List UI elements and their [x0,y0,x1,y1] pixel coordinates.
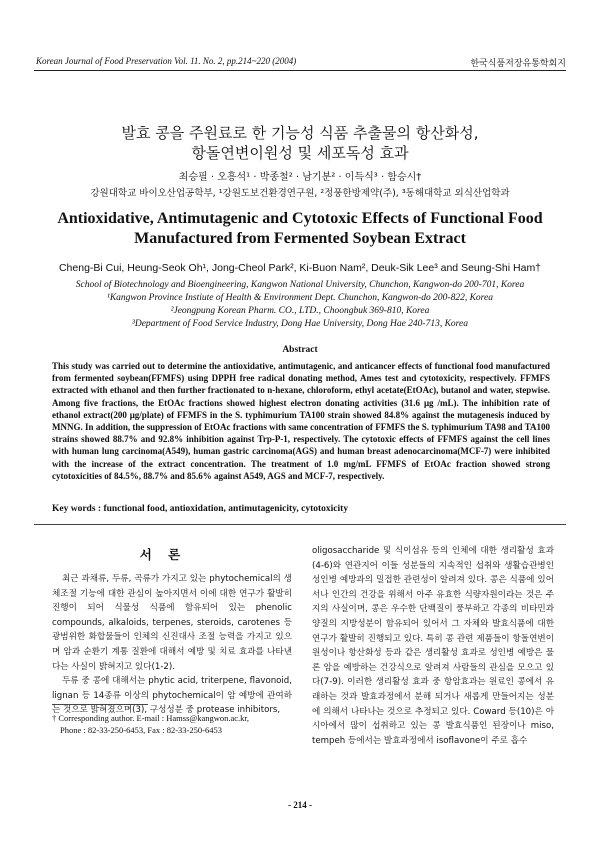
english-affiliation: ²Jeongpung Korean Pharm. CO., LTD., Choongbuk 369-810, Korea [170,306,430,316]
english-authors: Cheng-Bi Cui, Heung-Seok Oh¹, Jong-Cheol Park², Ki-Buon Nam², Deuk-Sik Lee³ and Seung-Shi Ham† [58,262,542,274]
journal-header: Korean Journal of Food Preservation Vol. 11. No. 2, pp.214~220 (2004) [36,56,297,66]
korean-affiliations: 강원대학교 바이오산업공학부, ¹강원도보건환경연구원, ²정풍한방제약(주), ³동해대학교 외식산업학과 [90,188,510,199]
society-header: 한국식품저장유통학회지 [470,59,566,69]
body-right-column [312,544,554,748]
korean-authors: 최승필 · 오흥석¹ · 박종철² · 남기분² · 이득식³ · 함승시† [178,172,422,183]
abstract-heading: Abstract [282,345,318,355]
keywords: Key words : functional food, antioxidation, antimutagenicity, cytotoxicity [52,504,349,514]
english-affiliation: ¹Kangwon Province Instiute of Health & Environment Dept. Chunchon, Kangwon-do 200-822, Korea [107,293,493,303]
body-paragraph: oligosaccharide 및 식이섬유 등의 인체에 대한 생리활성 효과(4-6)와 연관지어 이들 성분들의 지속적인 섭취와 생활습관병인 성인병 예방과의 밀접한 관련성이 알려져 있다. 콩은 식품에 있어서나 인간의 건강을 위해서 아주 유효한 식량자원이라는 것은 주지의 사실이며, 콩은 우수한 단백질이 풍부하고 각종의 비타민과 양질의 지방성분이 함유되어 있어서 그 자체와 발효식품에 대한 연구가 활발히 진행되고 있다. 특히 콩 관련 제품들이 항돌연변이원성이나 항산화성 등과 같은 생리활성 효과로 성인병 예방은 물론 암을 예방하는 건강식으로 알려져 사람들의 관심을 모으고 있다(7-9). 이러한 생리활성 효과 중 항암효과는 원료인 콩에서 유래하는 것과 발효과정에서 분해 되거나 새롭게 만들어지는 성분에 의해서 나타나는 것으로 추정되고 있다. Coward 등(10)은 아시아에서 많이 섭취하고 있는 콩 발효식품인 된장이나 miso, tempeh 등에서는 발효과정에서 isoflavone이 주로 흡수 [312,546,554,746]
abstract-text: This study was carried out to determine the antioxidative, antimutagenic, and anticancer effects of functional food manufactured from fermented soybean(FFMFS) using DPPH free radical donating method, Ames test and cytotoxicity, respectively. FFMFS extracted with ethanol and then further fractionated to n-hexane, chloroform, ethyl acetate(EtOAc), butanol and water, stepwise. Among five fractions, the EtOAc fractions showed highest electron donating activities (31.6 μg /mL). The inhibition rate of ethanol extract(200 μg/plate) of FFMFS in the S. typhimurium TA100 strain showed 84.8% against the mutagenesis induced by MNNG. In addition, the suppression of EtOAc fractions with same concentration of FFMFS the S. typhimurium TA98 and TA100 strains showed 88.7% and 92.8% inhibition against Trp-P-1, respectively. The cytotoxic effects of FFMFS against the cell lines with human lung carcinoma(A549), human gastric carcinoma(AGS) and human breast adenocarcinoma(MCF-7) were inhibited with the increase of the extract concentration. The treatment of 1.0 mg/mL FFMFS of EtOAc fraction showed strong cytotoxicities of 84.5%, 88.7% and 85.6% against A549, AGS and MCF-7, respectively. [52,361,550,481]
korean-title-line1: 발효 콩을 주원료로 한 기능성 식품 추출물의 항산화성, [121,124,479,142]
footnote-email: † Corresponding author. E-mail : Hamss@kangwon.ac.kr, [52,713,250,723]
body-paragraph: 최근 과채류, 두류, 곡류가 가지고 있는 phytochemical의 생체조절 기능에 대한 관심이 높아지면서 이에 대한 연구가 활발히 진행이 되어 식물성 식품에 함유되어 있는 phenolic compounds, alkaloids, terpenes, steroids, carotenes 등 광범위한 화합물들이 인체의 신진대사 조절 능력을 가지고 있으며 암과 순환기 계통 질환에 대해서 예방 및 치료 효과를 나타낸다는 사실이 밝혀지고 있다(1-2). [52,574,292,672]
corresponding-author-footnote [52,712,292,736]
english-title-line2: Manufactured from Fermented Soybean Extract [134,230,466,247]
page-number: - 214 - [288,800,312,810]
keywords-rule [34,524,566,525]
header-rule [34,70,566,71]
english-title-line1: Antioxidative, Antimutagenic and Cytotoxic Effects of Functional Food [57,210,543,227]
introduction-heading: 서 론 [139,547,187,562]
korean-title-line2: 항돌연변이원성 및 세포독성 효과 [191,144,409,162]
english-affiliation: School of Biotechnology and Bioengineering, Kangwon National University, Chunchon, Kangwon-do 200-701, Korea [75,280,525,290]
footnote-phone: Phone : 82-33-250-6453, Fax : 82-33-250-6453 [60,725,222,735]
english-affiliation: ³Department of Food Service Industry, Dong Hae University, Dong Hae 240-713, Korea [132,319,468,329]
body-left-column [52,572,292,718]
body-paragraph: 두류 중 콩에 대해서는 phytic acid, triterpene, flavonoid, lignan 등 14종류 이상의 phytochemical이 암 예방에 관여하는 것으로 밝혀졌으며(3), 구성성분 중 protease inhibitors, [52,676,292,716]
footnote-rule [52,704,148,705]
